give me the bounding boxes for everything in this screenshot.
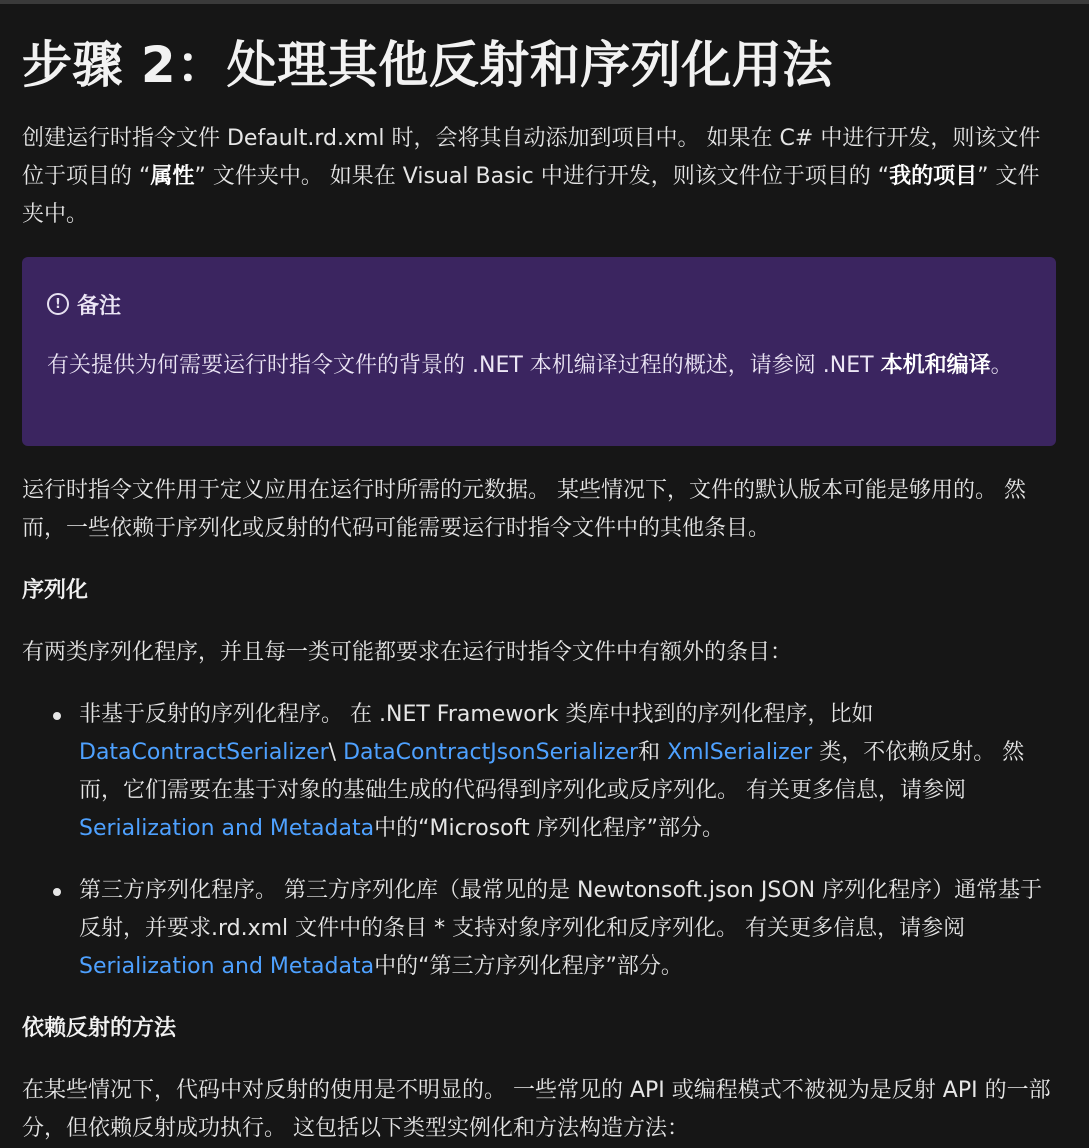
reflection-paragraph: 在某些情况下，代码中对反射的使用是不明显的。 一些常见的 API 或编程模式不被视为是反射 API 的一部分，但依赖反射成功执行。 这包括以下类型实例化和方法构造方法： (22, 1078, 1051, 1141)
serialization-heading: 序列化 (22, 578, 89, 603)
intro-text-3: ” 文件夹中。 (22, 164, 1040, 227)
top-border (0, 0, 1089, 4)
serialization-metadata-link[interactable]: Serialization and Metadata (79, 816, 375, 841)
list-item-text: 第三方序列化程序。 第三方序列化库（最常见的是 Newtonsoft.json JSON 序列化程序）通常基于反射，并要求.rd.xml 文件中的条目 * 支持对象序列化和反序列化。 有关更多信息，请参阅 (79, 878, 1043, 941)
datacontractserializer-link[interactable]: DataContractSerializer (79, 740, 329, 765)
properties-folder-label: 属性 (150, 164, 195, 189)
xmlserializer-link[interactable]: XmlSerializer (667, 740, 813, 765)
list-item-text: 非基于反射的序列化程序。 在 .NET Framework 类库中找到的序列化程序，比如 (79, 702, 874, 727)
datacontractjsonserializer-link[interactable]: DataContractJsonSerializer (343, 740, 639, 765)
note-text-2: 。 (990, 353, 1013, 378)
note-header (47, 288, 121, 320)
note-bold: 本机和编译 (880, 353, 991, 378)
list-item-text: \ (328, 740, 344, 765)
page-title: 步骤 2：处理其他反射和序列化用法 (22, 36, 833, 94)
note-body (47, 347, 1037, 385)
metadata-paragraph: 运行时指令文件用于定义应用在运行时所需的元数据。 某些情况下，文件的默认版本可能是够用的。 然而，一些依赖于序列化或反射的代码可能需要运行时指令文件中的其他条目。 (22, 478, 1026, 541)
intro-paragraph (22, 120, 1056, 234)
note-title: 备注 (77, 293, 122, 319)
list-item-text: 中的“第三方序列化程序”部分。 (374, 954, 683, 979)
list-item-text: 和 (638, 740, 668, 765)
serialization-metadata-link-2[interactable]: Serialization and Metadata (79, 954, 375, 979)
note-text-1: 有关提供为何需要运行时指令文件的背景的 .NET 本机编译过程的概述，请参阅 .NET (47, 353, 881, 378)
list-item (79, 696, 1056, 848)
my-project-folder-label: 我的项目 (889, 164, 978, 189)
info-circle-icon: ! (47, 293, 69, 315)
serialization-intro: 有两类序列化程序，并且每一类可能都要求在运行时指令文件中有额外的条目： (22, 640, 793, 665)
list-item-text: 中的“Microsoft 序列化程序”部分。 (374, 816, 724, 841)
intro-text-1: 创建运行时指令文件 Default.rd.xml 时，会将其自动添加到项目中。 如果在 C# 中进行开发，则该文件位于项目的 “ (22, 126, 1041, 189)
intro-text-2: ” 文件夹中。 如果在 Visual Basic 中进行开发，则该文件位于项目的 “ (194, 164, 890, 189)
reflection-heading: 依赖反射的方法 (22, 1016, 177, 1041)
list-item (79, 872, 1056, 986)
list-item-text: 类，不依赖反射。 然而，它们需要在基于对象的基础生成的代码得到序列化或反序列化。 有关更多信息，请参阅 (79, 740, 1025, 803)
